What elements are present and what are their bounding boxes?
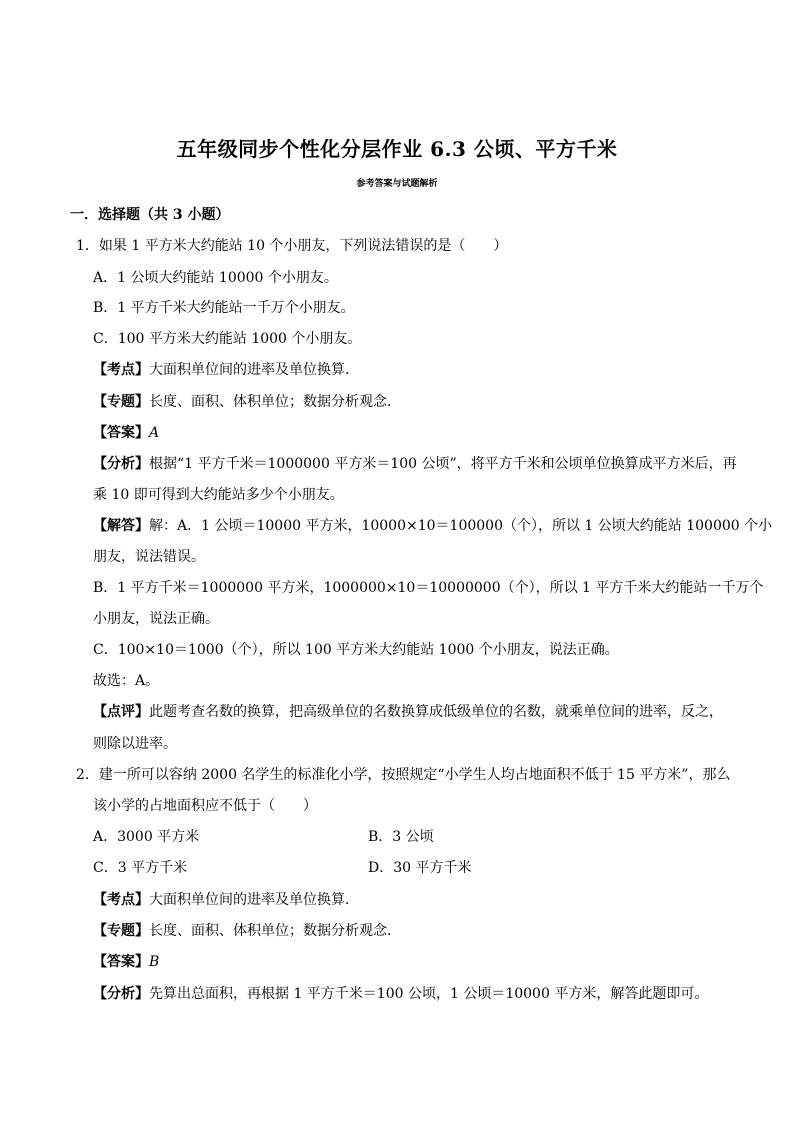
q2-fenxi-tag: 【分析】 (93, 986, 149, 1002)
q1-dianping-text-1: 此题考查名数的换算，把高级单位的名数换算成低级单位的名数，就乘单位间的进率，反之， (149, 704, 723, 720)
q1-jieda-text-4: 小朋友，说法正确。 (93, 611, 219, 627)
q2-zhuanti-tag: 【专题】 (93, 923, 149, 939)
q1-fenxi-text-1: 根据“1 平方千米＝1000000 平方米＝100 公顷”，将平方千米和公顷单位换算成平方米后，再 (149, 456, 737, 472)
q1-zhuanti-text: 长度、面积、体积单位；数据分析观念． (149, 394, 401, 410)
q2-zhuanti (93, 921, 401, 941)
q1-jieda-text-1: 解：A．1 公顷＝10000 平方米，10000×10＝100000（个），所以 1 公顷大约能站 100000 个小 (149, 518, 773, 534)
q1-dianping-text-2: 则除以进率。 (93, 736, 177, 752)
q1-jieda (93, 516, 772, 536)
q1-option-b: B．1 平方千米大约能站一千万个小朋友。 (93, 300, 355, 316)
q1-daan-text: A (149, 425, 160, 441)
q2-kaodian-tag: 【考点】 (93, 892, 149, 908)
q1-jieda-text-2: 朋友，说法错误。 (93, 549, 205, 565)
q1-dianping (93, 702, 723, 722)
q1-dianping-tag: 【点评】 (93, 704, 149, 720)
q2-fenxi-text-1: 先算出总面积，再根据 1 平方千米＝100 公顷，1 公顷＝10000 平方米，解答此题即可。 (149, 986, 709, 1002)
q2-option-a: A．3000 平方米 (93, 829, 200, 845)
q2-stem-2: 该小学的占地面积应不低于（ ） (93, 798, 317, 814)
document-title: 五年级同步个性化分层作业 6.3 公顷、平方千米 (176, 137, 618, 161)
q1-kaodian (93, 360, 359, 380)
q1-daan-tag: 【答案】 (93, 425, 149, 441)
q2-kaodian (93, 890, 359, 910)
q2-daan-text: B (149, 954, 160, 970)
q1-kaodian-text: 大面积单位间的进率及单位换算． (149, 362, 359, 378)
q1-guxuan: 故选：A。 (93, 673, 160, 689)
q1-fenxi-text-2: 乘 10 即可得到大约能站多少个小朋友。 (93, 487, 344, 503)
q1-jieda-tag: 【解答】 (93, 518, 149, 534)
q2-daan-tag: 【答案】 (93, 954, 149, 970)
q2-stem-1: 2．建一所可以容纳 2000 名学生的标准化小学，按照规定“小学生人均占地面积不低于 15 平方米”，那么 (76, 767, 731, 783)
q1-fenxi (93, 454, 737, 474)
q1-jieda-text-3: B．1 平方千米＝1000000 平方米，1000000×10＝10000000（个），所以 1 平方千米大约能站一千万个 (93, 580, 764, 596)
document-subtitle: 参考答案与试题解析 (356, 179, 438, 189)
q1-zhuanti (93, 392, 401, 412)
q2-option-d: D．30 平方千米 (368, 860, 472, 876)
q2-option-b: B．3 公顷 (368, 829, 434, 845)
q1-option-a: A．1 公顷大约能站 10000 个小朋友。 (93, 270, 338, 286)
q1-jieda-text-5: C．100×10＝1000（个），所以 100 平方米大约能站 1000 个小朋友，说法正确。 (93, 642, 619, 658)
q2-option-c: C．3 平方千米 (93, 860, 188, 876)
q2-kaodian-text: 大面积单位间的进率及单位换算． (149, 892, 359, 908)
q1-fenxi-tag: 【分析】 (93, 456, 149, 472)
q1-daan (93, 423, 159, 443)
q2-daan (93, 952, 159, 972)
q2-fenxi (93, 984, 708, 1004)
q1-zhuanti-tag: 【专题】 (93, 394, 149, 410)
q1-option-c: C．100 平方米大约能站 1000 个小朋友。 (93, 331, 362, 347)
q1-kaodian-tag: 【考点】 (93, 362, 149, 378)
q2-zhuanti-text: 长度、面积、体积单位；数据分析观念． (149, 923, 401, 939)
section-heading: 一．选择题（共 3 小题） (70, 207, 230, 223)
q1-stem: 1．如果 1 平方米大约能站 10 个小朋友，下列说法错误的是（ ） (76, 238, 508, 254)
